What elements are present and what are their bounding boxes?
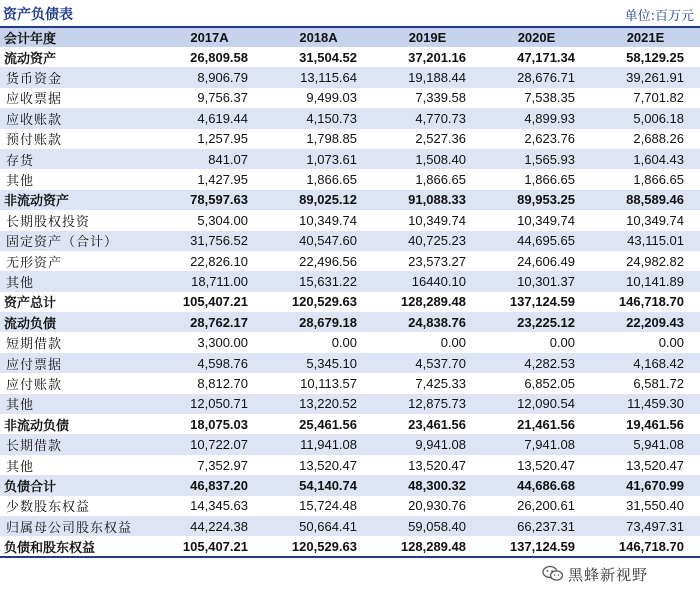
value-cell: 25,461.56 [299,416,357,432]
value-cell: 13,520.47 [299,457,357,473]
value-cell: 120,529.63 [291,294,357,310]
value-cell: 9,499.03 [306,90,357,106]
row-label: 非流动负债 [4,418,70,434]
value-cell: 1,604.43 [633,151,684,167]
value-cell: 9,756.37 [197,90,248,106]
value-cell: 91,088.33 [408,192,466,208]
watermark-text: 黑蜂新视野 [568,566,649,584]
value-cell: 89,953.25 [517,192,575,208]
value-cell: 44,224.38 [190,518,248,534]
value-cell: 41,670.99 [626,477,684,493]
value-cell: 2,623.76 [524,131,575,147]
value-cell: 23,225.12 [517,314,575,330]
value-cell: 40,725.23 [408,233,466,249]
value-cell: 8,906.79 [197,70,248,86]
value-cell: 4,619.44 [197,110,248,126]
value-cell: 105,407.21 [182,294,248,310]
value-cell: 0.00 [549,335,575,351]
value-cell: 10,301.37 [517,273,575,289]
table-row [0,292,700,312]
value-cell: 5,941.08 [633,437,684,453]
unit-label: 单位:百万元 [624,9,694,24]
row-label: 资产总计 [4,296,57,312]
value-cell: 1,798.85 [306,131,357,147]
value-cell: 4,598.76 [197,355,248,371]
value-cell: 1,565.93 [524,151,575,167]
value-cell: 28,762.17 [190,314,248,330]
value-cell: 12,050.71 [190,396,248,412]
row-label: 短期借款 [6,337,63,353]
row-label: 应收票据 [6,92,63,108]
value-cell: 1,073.61 [306,151,357,167]
value-cell: 10,349.74 [626,212,684,228]
value-cell: 31,504.52 [299,49,357,65]
value-cell: 73,497.31 [626,518,684,534]
value-cell: 1,508.40 [415,151,466,167]
value-cell: 18,075.03 [190,416,248,432]
row-label: 流动资产 [4,51,57,67]
value-cell: 21,461.56 [517,416,575,432]
value-cell: 19,188.44 [408,70,466,86]
table-row [0,332,700,352]
table-row [0,536,700,556]
balance-sheet-table [0,28,700,558]
value-cell: 46,837.20 [190,477,248,493]
table-row [0,353,700,373]
table-row [0,149,700,169]
value-cell: 105,407.21 [182,538,248,554]
row-label: 长期借款 [6,439,63,455]
value-cell: 26,809.58 [190,49,248,65]
value-cell: 2,527.36 [415,131,466,147]
value-cell: 128,289.48 [400,538,466,554]
value-cell: 6,852.05 [524,375,575,391]
value-cell: 44,686.68 [517,477,575,493]
value-cell: 44,695.65 [517,233,575,249]
value-cell: 0.00 [331,335,357,351]
row-label: 流动负债 [4,316,57,332]
row-label: 负债合计 [4,479,57,495]
value-cell: 128,289.48 [400,294,466,310]
value-cell: 1,257.95 [197,131,248,147]
value-cell: 43,115.01 [627,233,684,249]
value-cell: 19,461.56 [626,416,684,432]
row-label: 其他 [6,174,35,190]
value-cell: 54,140.74 [299,477,357,493]
value-cell: 15,631.22 [299,273,357,289]
value-cell: 11,941.08 [300,437,357,453]
page-title: 资产负债表 [3,7,73,23]
table-row [0,47,700,67]
column-header: 2021E [626,30,665,45]
table-row [0,394,700,414]
value-cell: 137,124.59 [509,538,575,554]
value-cell: 5,304.00 [197,212,248,228]
value-cell: 4,899.93 [524,110,575,126]
value-cell: 18,711.00 [191,273,248,289]
value-cell: 28,679.18 [299,314,357,330]
table-row [0,312,700,332]
table-header-row [0,28,700,47]
row-label: 归属母公司股东权益 [6,520,133,536]
table-row [0,108,700,128]
value-cell: 22,209.43 [626,314,684,330]
title-bar [0,0,700,28]
value-cell: 88,589.46 [626,192,684,208]
value-cell: 13,520.47 [626,457,684,473]
table-row [0,67,700,87]
table-row [0,475,700,495]
value-cell: 7,339.58 [415,90,466,106]
value-cell: 23,461.56 [408,416,466,432]
value-cell: 137,124.59 [509,294,575,310]
value-cell: 13,520.47 [517,457,575,473]
table-row [0,434,700,454]
value-cell: 15,724.48 [299,498,357,514]
value-cell: 78,597.63 [190,192,248,208]
value-cell: 1,866.65 [415,172,466,188]
row-label: 无形资产 [6,255,63,271]
value-cell: 40,547.60 [299,233,357,249]
column-header: 2017A [190,30,229,45]
value-cell: 120,529.63 [291,538,357,554]
value-cell: 28,676.71 [517,70,575,86]
value-cell: 841.07 [208,151,248,167]
table-row [0,414,700,434]
value-cell: 39,261.91 [626,70,684,86]
value-cell: 14,345.63 [190,498,248,514]
row-label: 存货 [6,153,35,169]
value-cell: 9,941.08 [415,437,466,453]
value-cell: 4,150.73 [306,110,357,126]
value-cell: 7,701.82 [633,90,684,106]
value-cell: 12,090.54 [517,396,575,412]
wechat-icon [542,565,564,582]
value-cell: 47,171.34 [517,49,575,65]
value-cell: 31,756.52 [190,233,248,249]
value-cell: 146,718.70 [618,538,684,554]
value-cell: 6,581.72 [633,375,684,391]
value-cell: 58,129.25 [626,49,684,65]
value-cell: 1,427.95 [197,172,248,188]
column-header: 2018A [299,30,338,45]
row-label: 长期股权投资 [6,214,91,230]
value-cell: 2,688.26 [633,131,684,147]
value-cell: 4,282.53 [524,355,575,371]
table-row [0,210,700,230]
value-cell: 23,573.27 [408,253,466,269]
value-cell: 7,425.33 [415,375,466,391]
value-cell: 26,200.61 [517,498,575,514]
table-row [0,129,700,149]
table-row [0,496,700,516]
column-header: 2020E [517,30,556,45]
value-cell: 24,982.82 [626,253,684,269]
value-cell: 4,537.70 [415,355,466,371]
table-row [0,251,700,271]
table-row [0,190,700,210]
row-label: 应付票据 [6,357,63,373]
value-cell: 48,300.32 [408,477,466,493]
value-cell: 1,866.65 [633,172,684,188]
value-cell: 5,345.10 [306,355,357,371]
value-cell: 24,606.49 [517,253,575,269]
value-cell: 13,520.47 [408,457,466,473]
value-cell: 0.00 [440,335,466,351]
value-cell: 31,550.40 [626,498,684,514]
value-cell: 146,718.70 [618,294,684,310]
value-cell: 20,930.76 [408,498,466,514]
value-cell: 10,349.74 [408,212,466,228]
value-cell: 7,941.08 [524,437,575,453]
value-cell: 10,113.57 [300,375,357,391]
value-cell: 5,006.18 [633,110,684,126]
value-cell: 1,866.65 [306,172,357,188]
value-cell: 66,237.31 [517,518,575,534]
value-cell: 11,459.30 [627,396,684,412]
column-header: 2019E [408,30,447,45]
table-row [0,231,700,251]
value-cell: 12,875.73 [408,396,466,412]
table-body [0,47,700,557]
value-cell: 24,838.76 [408,314,466,330]
value-cell: 89,025.12 [299,192,357,208]
value-cell: 37,201.16 [408,49,466,65]
table-row [0,373,700,393]
row-label: 少数股东权益 [6,500,91,516]
value-cell: 50,664.41 [299,518,357,534]
value-cell: 4,168.42 [633,355,684,371]
value-cell: 16440.10 [411,273,466,289]
value-cell: 22,496.56 [299,253,357,269]
table-row [0,88,700,108]
value-cell: 0.00 [658,335,684,351]
value-cell: 10,141.89 [626,273,684,289]
value-cell: 59,058.40 [408,518,466,534]
row-label: 负债和股东权益 [4,540,96,556]
column-header: 会计年度 [4,32,57,47]
row-label: 其他 [6,459,35,475]
row-label: 其他 [6,275,35,291]
table-row [0,455,700,475]
value-cell: 10,722.07 [190,437,248,453]
value-cell: 1,866.65 [524,172,575,188]
value-cell: 10,349.74 [517,212,575,228]
table-row [0,169,700,189]
value-cell: 22,826.10 [190,253,248,269]
row-label: 应收账款 [6,112,63,128]
value-cell: 7,538.35 [524,90,575,106]
value-cell: 10,349.74 [299,212,357,228]
table-row [0,271,700,291]
row-label: 预付账款 [6,133,63,149]
watermark [540,561,690,587]
row-label: 其他 [6,398,35,414]
row-label: 固定资产（合计） [6,235,119,251]
row-label: 非流动资产 [4,194,70,210]
value-cell: 3,300.00 [197,335,248,351]
row-label: 应付账款 [6,377,63,393]
value-cell: 4,770.73 [415,110,466,126]
value-cell: 13,115.64 [300,70,357,86]
row-label: 货币资金 [6,72,63,88]
value-cell: 7,352.97 [197,457,248,473]
value-cell: 13,220.52 [299,396,357,412]
table-row [0,516,700,536]
value-cell: 8,812.70 [197,375,248,391]
